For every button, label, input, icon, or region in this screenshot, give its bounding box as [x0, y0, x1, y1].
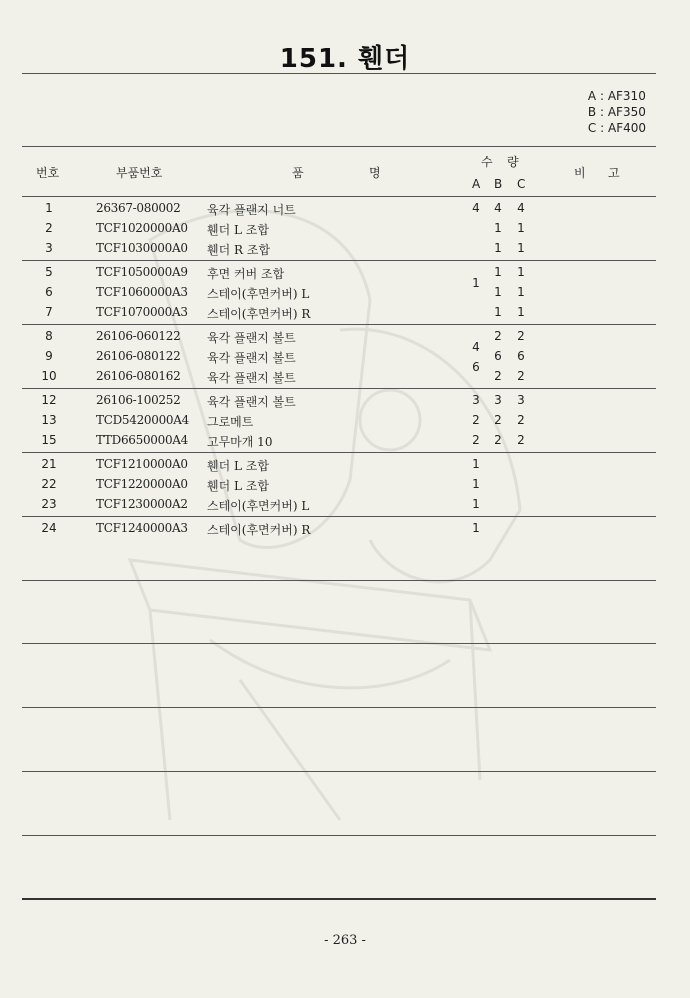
table-row: 5 TCF1050000A9 후면 커버 조합 1 1 — [45, 265, 525, 281]
page-number: - 263 - — [324, 933, 366, 948]
table-row: 24 TCF1240000A3 스테이(후면커버) R 1 — [41, 521, 480, 537]
table-row: 13 TCD5420000A4 그로메트 2 2 2 — [41, 413, 525, 429]
model-legend-c: C : AF400 — [587, 121, 646, 135]
table-row: 22 TCF1220000A0 휀더 L 조합 1 — [41, 477, 480, 493]
model-legend-b: B : AF350 — [587, 105, 646, 119]
merged-qty-a-bottom: 6 — [472, 360, 480, 374]
table-row: 9 26106-080122 육각 플랜지 볼트 6 6 — [45, 349, 525, 365]
group-rule — [22, 516, 656, 517]
header-qty-1: 수 — [481, 155, 493, 169]
header-name-1: 품 — [292, 166, 304, 180]
table-row: 12 26106-100252 육각 플랜지 볼트 3 3 3 — [41, 393, 525, 409]
header-qty-c: C — [517, 177, 526, 191]
table-bottom-rule — [22, 898, 656, 900]
header-name-2: 명 — [369, 166, 381, 180]
merged-qty-a: 1 — [472, 276, 480, 290]
header-qty-b: B — [494, 177, 503, 191]
header-no: 번호 — [36, 166, 60, 180]
table-row: 1 26367-080002 육각 플랜지 너트 4 4 4 — [45, 201, 525, 217]
page-title: 151. 휀더 — [279, 44, 411, 74]
model-legend — [588, 88, 646, 136]
header-qty-a: A — [472, 177, 481, 191]
group-rule — [22, 260, 656, 261]
empty-row-rule — [22, 707, 656, 708]
table-row: 3 TCF1030000A0 휀더 R 조합 1 1 — [45, 241, 525, 257]
empty-row-rule — [22, 771, 656, 772]
header-rule — [22, 196, 656, 197]
header-remark-2: 고 — [608, 166, 620, 180]
table-row: 8 26106-060122 육각 플랜지 볼트 2 2 — [45, 329, 525, 345]
header-qty-2: 량 — [507, 155, 519, 169]
empty-row-rule — [22, 643, 656, 644]
merged-qty-a-top: 4 — [472, 340, 480, 354]
table-row: 7 TCF1070000A3 스테이(후면커버) R 1 1 — [45, 305, 525, 321]
header-part-no: 부품번호 — [116, 166, 163, 180]
table-row: 15 TTD6650000A4 고무마개 10 2 2 2 — [41, 433, 525, 449]
table-row: 21 TCF1210000A0 휀더 L 조합 1 — [41, 457, 480, 473]
table-row: 10 26106-080162 육각 플랜지 볼트 2 2 — [41, 369, 525, 385]
group-rule — [22, 452, 656, 453]
model-legend-a: A : AF310 — [587, 89, 646, 103]
table-row: 2 TCF1020000A0 휀더 L 조합 1 1 — [45, 221, 525, 237]
table-top-rule — [22, 146, 656, 147]
table-row: 6 TCF1060000A3 스테이(후면커버) L 1 1 — [45, 285, 525, 301]
title-rule — [22, 73, 656, 74]
group-rule — [22, 388, 656, 389]
group-rule — [22, 324, 656, 325]
empty-row-rule — [22, 835, 656, 836]
table-row: 23 TCF1230000A2 스테이(후면커버) L 1 — [41, 497, 480, 513]
empty-row-rule — [22, 580, 656, 581]
header-remark-1: 비 — [574, 166, 586, 180]
